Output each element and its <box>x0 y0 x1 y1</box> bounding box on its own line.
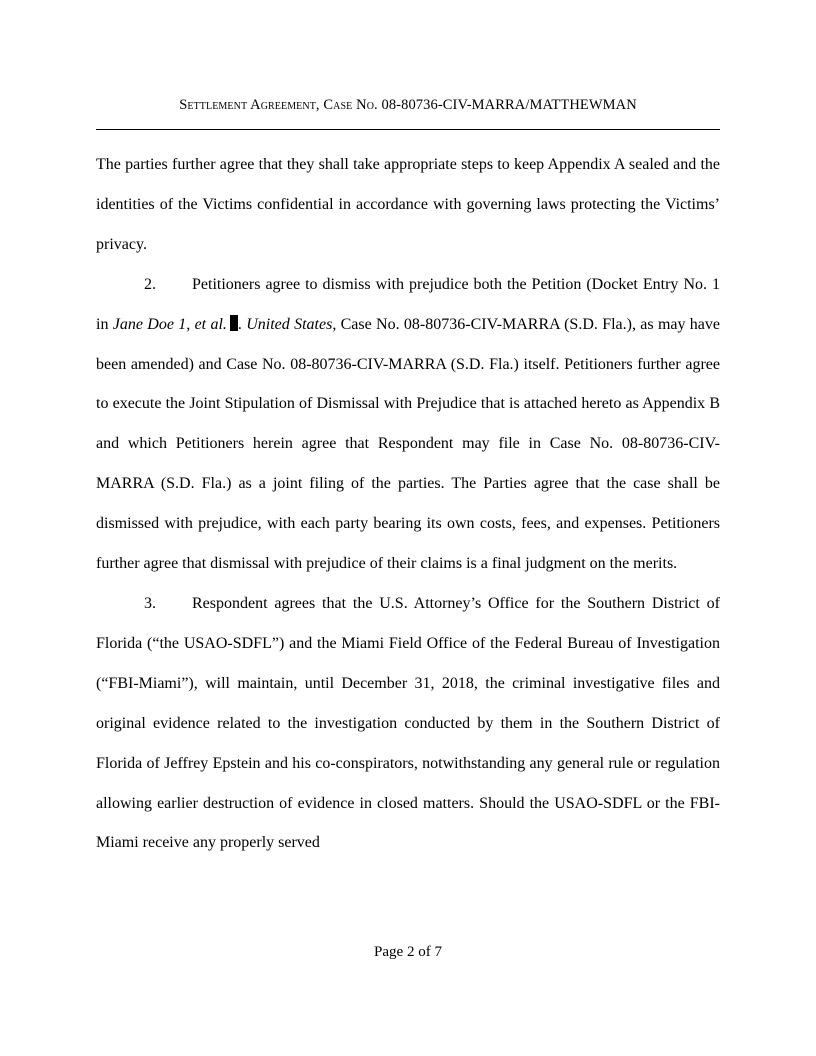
header-initial-settlement: S <box>179 97 188 113</box>
paragraph-3-text: Respondent agrees that the U.S. Attorney’s Office for the Southern District of Florida (“the USAO-SDFL”) and the Miami Field Office of the Federal Bureau of Investigation (“FBI-Miami”), will maintain, until December 31, 2018, the criminal investigative files and original evidence related to the investigation conducted by them in the Southern District of Florida of Jeffrey Epstein and his co-conspirators, notwithstanding any general rule or regulation allowing earlier destruction of evidence in closed matters. Should the USAO-SDFL or the FBI-Miami receive any properly served <box>96 594 720 852</box>
paragraph-continuation: The parties further agree that they shall take appropriate steps to keep Appendix A sealed and the identities of the Victims confidential in accordance with governing laws protecting the Victims’ privacy. <box>96 156 720 253</box>
running-header <box>96 96 720 114</box>
header-initial-no: N <box>356 97 367 113</box>
paragraph-2-case-name: Jane Doe 1, et al. <box>112 315 227 333</box>
paragraph-2-text-a: Petitioners agree to dismiss with prejudice both the Petition (Docket Entry No. 1 in <box>96 275 720 333</box>
header-divider <box>96 129 720 130</box>
header-smallcaps-agreement: greement, <box>260 97 320 113</box>
paragraph-2-text-b: . <box>237 315 247 333</box>
paragraph-2-case-party: United States <box>246 315 333 333</box>
header-initial-agreement: A <box>250 97 261 113</box>
redaction-mark <box>230 315 238 331</box>
header-initial-case: C <box>323 97 334 113</box>
header-smallcaps-settlement: ettlement <box>187 97 248 113</box>
header-smallcaps-case: ase <box>333 97 353 113</box>
paragraph-3 <box>96 584 720 863</box>
paragraph-2-number: 2. <box>144 275 156 293</box>
page-number: Page 2 of 7 <box>374 944 442 960</box>
paragraph-3-number: 3. <box>144 594 156 612</box>
paragraph-2-text-c: , Case No. 08-80736-CIV-MARRA (S.D. Fla.), as may have been amended) and Case No. 08-80736-CIV-MARRA (S.D. Fla.) itself. Petitioners further agree to execute the Joint Stipulation of Dismissal with Prejudice that is attached hereto as Appendix B and which Petitioners herein agree that Respondent may file in Case No. 08-80736-CIV-MARRA (S.D. Fla.) as a joint filing of the parties. The Parties agree that the case shall be dismissed with prejudice, with each party bearing its own costs, fees, and expenses. Petitioners further agree that dismissal with prejudice of their claims is a final judgment on the merits. <box>96 315 721 573</box>
header-case-number: 08-80736-CIV-MARRA/MATTHEWMAN <box>381 97 637 113</box>
paragraph-2 <box>96 265 720 584</box>
document-body <box>96 145 720 863</box>
header-smallcaps-no: o. <box>366 97 378 113</box>
